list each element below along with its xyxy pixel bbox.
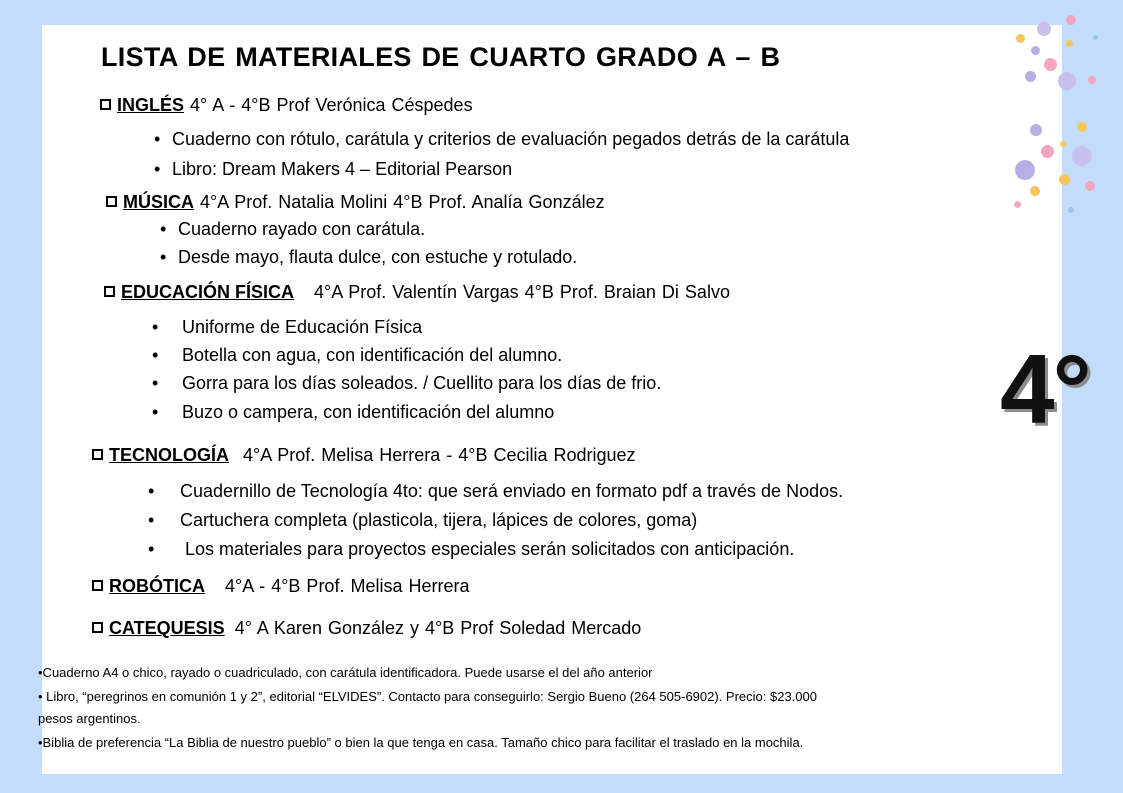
bullet-icon: • [160,247,167,267]
subject-details: 4°A Prof. Melisa Herrera - 4°B Cecilia Rodriguez [243,445,636,465]
confetti-dot-icon [1030,186,1040,196]
checkbox-square-icon [104,286,115,297]
confetti-dot-icon [1030,124,1042,136]
section-heading-catequesis [92,618,641,639]
checkbox-square-icon [106,196,117,207]
confetti-dot-icon [1066,40,1073,47]
list-item-text: Cuaderno con rótulo, carátula y criterios de evaluación pegados detrás de la carátula [172,129,850,149]
material-list-sheet [38,25,1090,774]
list-item-text: Cartuchera completa (plasticola, tijera, lápices de colores, goma) [180,510,698,530]
list-item [160,247,577,268]
list-item [152,345,562,366]
list-item [152,402,554,423]
confetti-dot-icon [1058,72,1076,90]
catequesis-note: •Cuaderno A4 o chico, rayado o cuadriculado, con carátula identificadora. Puede usarse el del año anterior [38,665,653,680]
checkbox-square-icon [100,99,111,110]
confetti-dot-icon [1016,34,1025,43]
list-item [154,159,512,180]
list-item [154,129,849,150]
list-item [152,373,661,394]
subject-details: 4° A Karen González y 4°B Prof Soledad Mercado [234,618,642,638]
section-heading-musica [106,192,605,213]
confetti-dot-icon [1015,160,1035,180]
subject-name: TECNOLOGÍA [109,445,229,465]
section-heading-tecnologia [92,445,636,466]
bullet-icon: • [148,481,155,501]
confetti-dot-icon [1059,174,1070,185]
confetti-dot-icon [1014,201,1021,208]
subject-name: INGLÉS [117,95,185,115]
checkbox-square-icon [92,580,103,591]
list-item-text: Libro: Dream Makers 4 – Editorial Pearson [172,159,513,179]
subject-name: CATEQUESIS [109,618,225,638]
bullet-icon: • [152,345,159,365]
confetti-dot-icon [1044,58,1057,71]
list-item-text: Los materiales para proyectos especiales serán solicitados con anticipación. [180,539,795,559]
catequesis-note: pesos argentinos. [38,711,141,726]
confetti-dot-icon [1068,207,1074,213]
list-item [148,481,843,502]
confetti-dot-icon [1066,15,1076,25]
section-heading-educacion-fisica [104,282,730,303]
confetti-dot-icon [1072,146,1092,166]
confetti-dot-icon [1085,181,1095,191]
catequesis-note: • Libro, “peregrinos en comunión 1 y 2”, editorial “ELVIDES”. Contacto para conseguirlo: Sergio Bueno (264 505-6902). Precio: $23.000 [38,689,817,704]
bullet-icon: • [160,219,167,239]
list-item-text: Buzo o campera, con identificación del alumno [182,402,555,422]
bullet-icon: • [152,373,159,393]
list-item [148,539,794,560]
subject-name: ROBÓTICA [109,576,205,596]
checkbox-square-icon [92,449,103,460]
list-item-text: Botella con agua, con identificación del alumno. [182,345,563,365]
page-title: LISTA DE MATERIALES DE CUARTO GRADO A – B [101,42,781,72]
confetti-dot-icon [1077,122,1087,132]
subject-name: MÚSICA [123,192,194,212]
grade-badge: 4° [1000,334,1090,444]
section-heading-robotica [92,576,469,597]
confetti-dot-icon [1031,46,1040,55]
section-heading-ingles [100,95,473,116]
bullet-icon: • [154,159,161,179]
subject-details: 4°A - 4°B Prof. Melisa Herrera [219,576,470,596]
bullet-icon: • [152,317,159,337]
confetti-dot-icon [1093,35,1098,40]
list-item-text: Uniforme de Educación Física [182,317,423,337]
bullet-icon: • [148,510,155,530]
confetti-dot-icon [1037,22,1051,36]
list-item-text: Cuadernillo de Tecnología 4to: que será enviado en formato pdf a través de Nodos. [180,481,844,501]
list-item-text: Desde mayo, flauta dulce, con estuche y rotulado. [178,247,578,267]
confetti-dot-icon [1025,71,1036,82]
list-item-text: Gorra para los días soleados. / Cuellito para los días de frio. [182,373,662,393]
subject-details: 4° A - 4°B Prof Verónica Céspedes [190,95,473,115]
list-item [160,219,425,240]
subject-details: 4°A Prof. Natalia Molini 4°B Prof. Analía González [200,192,605,212]
bullet-icon: • [148,539,155,559]
confetti-dot-icon [1041,145,1054,158]
confetti-dot-icon [1060,141,1066,147]
checkbox-square-icon [92,622,103,633]
bullet-icon: • [152,402,159,422]
bullet-icon: • [154,129,161,149]
list-item [148,510,697,531]
confetti-dot-icon [1088,76,1096,84]
list-item [152,317,422,338]
catequesis-note: •Biblia de preferencia “La Biblia de nuestro pueblo” o bien la que tenga en casa. Tamaño chico para facilitar el traslado en la mochila. [38,735,804,750]
subject-details: 4°A Prof. Valentín Vargas 4°B Prof. Braian Di Salvo [314,282,730,302]
subject-name: EDUCACIÓN FÍSICA [121,282,295,302]
list-item-text: Cuaderno rayado con carátula. [178,219,426,239]
